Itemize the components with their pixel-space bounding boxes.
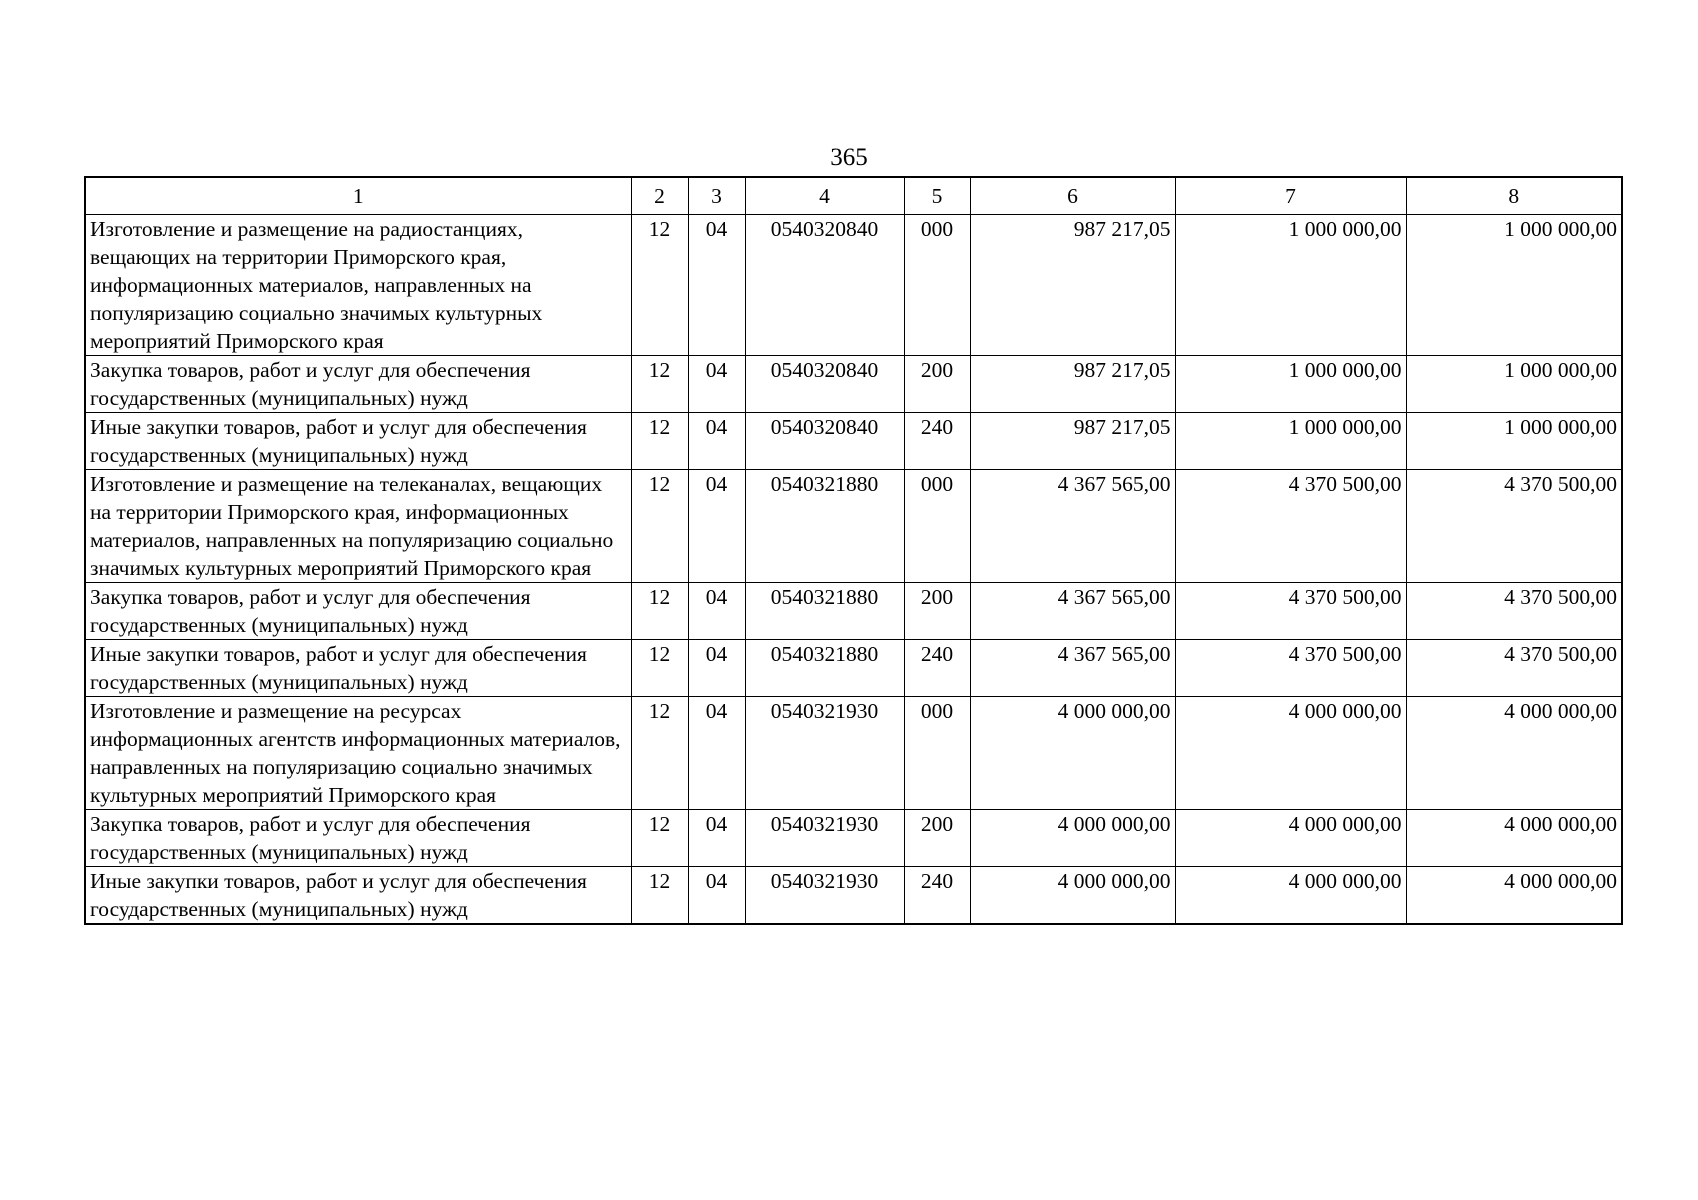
row-name-cell: Закупка товаров, работ и услуг для обеспечения государственных (муниципальных) нужд (85, 356, 631, 413)
amount-cell: 987 217,05 (970, 413, 1175, 470)
row-name-cell: Иные закупки товаров, работ и услуг для обеспечения государственных (муниципальных) нужд (85, 640, 631, 697)
subsection-cell: 04 (688, 640, 745, 697)
row-name-cell: Изготовление и размещение на ресурсах информационных агентств информационных материалов, направленных на популяризацию социально значимых культурных мероприятий Приморского края (85, 697, 631, 810)
subsection-cell: 04 (688, 810, 745, 867)
section-cell: 12 (631, 583, 688, 640)
expense-type-cell: 240 (904, 867, 970, 925)
subsection-cell: 04 (688, 583, 745, 640)
expense-type-cell: 000 (904, 697, 970, 810)
column-header: 6 (970, 177, 1175, 215)
table-row (85, 867, 1622, 925)
amount-cell: 987 217,05 (970, 356, 1175, 413)
table-row (85, 215, 1622, 356)
amount-cell: 4 367 565,00 (970, 640, 1175, 697)
amount-cell: 4 000 000,00 (970, 697, 1175, 810)
subsection-cell: 04 (688, 697, 745, 810)
section-cell: 12 (631, 640, 688, 697)
target-article-cell: 0540320840 (745, 413, 904, 470)
table-row (85, 413, 1622, 470)
header-row (85, 177, 1622, 215)
amount-cell: 4 000 000,00 (1406, 697, 1622, 810)
column-header: 3 (688, 177, 745, 215)
amount-cell: 1 000 000,00 (1175, 413, 1406, 470)
amount-cell: 987 217,05 (970, 215, 1175, 356)
amount-cell: 4 000 000,00 (1406, 867, 1622, 925)
row-name-cell: Изготовление и размещение на радиостанциях, вещающих на территории Приморского края, информационных материалов, направленных на популяризацию социально значимых культурных мероприятий Приморского края (85, 215, 631, 356)
subsection-cell: 04 (688, 413, 745, 470)
table-row (85, 470, 1622, 583)
target-article-cell: 0540321930 (745, 810, 904, 867)
section-cell: 12 (631, 697, 688, 810)
section-cell: 12 (631, 470, 688, 583)
subsection-cell: 04 (688, 867, 745, 925)
amount-cell: 1 000 000,00 (1406, 356, 1622, 413)
subsection-cell: 04 (688, 356, 745, 413)
amount-cell: 4 000 000,00 (970, 810, 1175, 867)
table-row (85, 697, 1622, 810)
column-header: 5 (904, 177, 970, 215)
amount-cell: 4 370 500,00 (1406, 470, 1622, 583)
table-row (85, 810, 1622, 867)
row-name-cell: Иные закупки товаров, работ и услуг для обеспечения государственных (муниципальных) нужд (85, 413, 631, 470)
table-row (85, 640, 1622, 697)
target-article-cell: 0540321880 (745, 470, 904, 583)
target-article-cell: 0540321930 (745, 867, 904, 925)
expense-type-cell: 000 (904, 470, 970, 583)
amount-cell: 1 000 000,00 (1406, 413, 1622, 470)
amount-cell: 4 000 000,00 (1175, 697, 1406, 810)
subsection-cell: 04 (688, 215, 745, 356)
budget-table (84, 176, 1623, 925)
expense-type-cell: 200 (904, 810, 970, 867)
row-name-cell: Изготовление и размещение на телеканалах, вещающих на территории Приморского края, информационных материалов, направленных на популяризацию социально значимых культурных мероприятий Приморского края (85, 470, 631, 583)
column-header: 8 (1406, 177, 1622, 215)
expense-type-cell: 240 (904, 640, 970, 697)
section-cell: 12 (631, 867, 688, 925)
expense-type-cell: 200 (904, 356, 970, 413)
amount-cell: 1 000 000,00 (1406, 215, 1622, 356)
section-cell: 12 (631, 356, 688, 413)
column-header: 1 (85, 177, 631, 215)
amount-cell: 4 000 000,00 (1175, 810, 1406, 867)
column-header: 4 (745, 177, 904, 215)
page-number: 365 (830, 144, 868, 171)
amount-cell: 4 000 000,00 (1406, 810, 1622, 867)
amount-cell: 4 000 000,00 (970, 867, 1175, 925)
amount-cell: 4 370 500,00 (1175, 583, 1406, 640)
section-cell: 12 (631, 413, 688, 470)
amount-cell: 1 000 000,00 (1175, 215, 1406, 356)
amount-cell: 4 367 565,00 (970, 470, 1175, 583)
table-row (85, 583, 1622, 640)
amount-cell: 4 370 500,00 (1406, 640, 1622, 697)
target-article-cell: 0540321880 (745, 583, 904, 640)
row-name-cell: Иные закупки товаров, работ и услуг для обеспечения государственных (муниципальных) нужд (85, 867, 631, 925)
expense-type-cell: 000 (904, 215, 970, 356)
expense-type-cell: 240 (904, 413, 970, 470)
target-article-cell: 0540320840 (745, 356, 904, 413)
table-row (85, 356, 1622, 413)
target-article-cell: 0540321880 (745, 640, 904, 697)
amount-cell: 4 370 500,00 (1406, 583, 1622, 640)
column-header: 2 (631, 177, 688, 215)
amount-cell: 1 000 000,00 (1175, 356, 1406, 413)
section-cell: 12 (631, 215, 688, 356)
subsection-cell: 04 (688, 470, 745, 583)
amount-cell: 4 370 500,00 (1175, 640, 1406, 697)
expense-type-cell: 200 (904, 583, 970, 640)
target-article-cell: 0540320840 (745, 215, 904, 356)
section-cell: 12 (631, 810, 688, 867)
amount-cell: 4 367 565,00 (970, 583, 1175, 640)
amount-cell: 4 000 000,00 (1175, 867, 1406, 925)
column-header: 7 (1175, 177, 1406, 215)
amount-cell: 4 370 500,00 (1175, 470, 1406, 583)
row-name-cell: Закупка товаров, работ и услуг для обеспечения государственных (муниципальных) нужд (85, 810, 631, 867)
row-name-cell: Закупка товаров, работ и услуг для обеспечения государственных (муниципальных) нужд (85, 583, 631, 640)
target-article-cell: 0540321930 (745, 697, 904, 810)
